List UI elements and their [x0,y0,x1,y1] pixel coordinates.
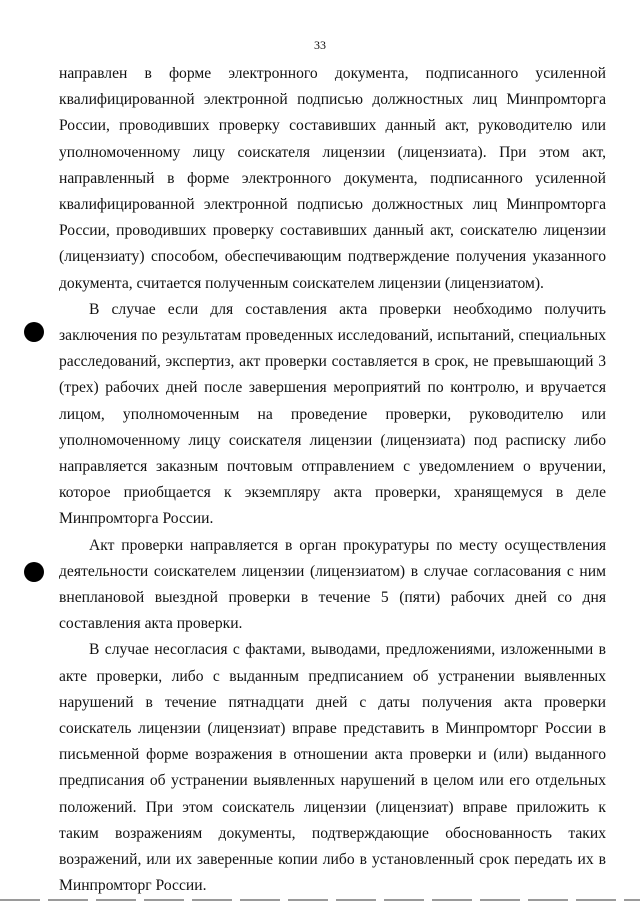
page-number: 33 [314,38,326,52]
paragraph-objections: В случае несогласия с фактами, выводами, предложениями, изложенными в акте проверки, либо с выданным предписанием об устранении выявленных нарушений в течение пятнадцати дней с даты получения акта проверки соискатель лицензии (лицензиат) вправе представить в Минпромторг России в письменной форме возражения в отношении акта проверки и (или) выданного предписания об устранении выявленных нарушений в целом или его отдельных положений. При этом соискатель лицензии (лицензиат) вправе приложить к таким возражениям документы, подтверждающие обоснованность таких возражений, или их заверенные копии либо в установленный срок передать их в Минпромторг России. [59,641,606,895]
binder-hole-top [24,322,44,342]
paragraph-continuation: направлен в форме электронного документа, подписанного усиленной квалифицированной электронной подписью должностных лиц Минпромторга России, проводивших проверку составивших данный акт, руководителю или уполномоченному лицу соискателя лицензии (лицензиата). При этом акт, направленный в форме электронного документа, подписанного усиленной квалифицированной электронной подписью должностных лиц Минпромторга России, проводивших проверку составивших данный акт, соискателю лицензии (лицензиату) способом, обеспечивающим подтверждение получения указанного документа, считается полученным соискателем лицензии (лицензиатом). [59,65,606,292]
document-body [59,61,606,900]
scan-edge-line [0,899,640,901]
paragraph-expert-conclusions: В случае если для составления акта проверки необходимо получить заключения по результатам проведенных исследований, испытаний, специальных расследований, экспертиз, акт проверки составляется в срок, не превышающий 3 (трех) рабочих дней после завершения мероприятий по контролю, и вручается лицом, уполномоченным на проведение проверки, руководителю или уполномоченному лицу соискателя лицензии (лицензиата) под расписку либо направляется заказным почтовым отправлением с уведомлением о вручении, которое приобщается к экземпляру акта проверки, хранящемуся в деле Минпромторга России. [59,300,606,528]
binder-hole-bottom [24,562,44,582]
paragraph-prosecutor-notice: Акт проверки направляется в орган прокуратуры по месту осуществления деятельности соискателем лицензии (лицензиатом) в случае согласования с ним внеплановой выездной проверки в течение 5 (пяти) рабочих дней со дня составления акта проверки. [59,536,606,633]
